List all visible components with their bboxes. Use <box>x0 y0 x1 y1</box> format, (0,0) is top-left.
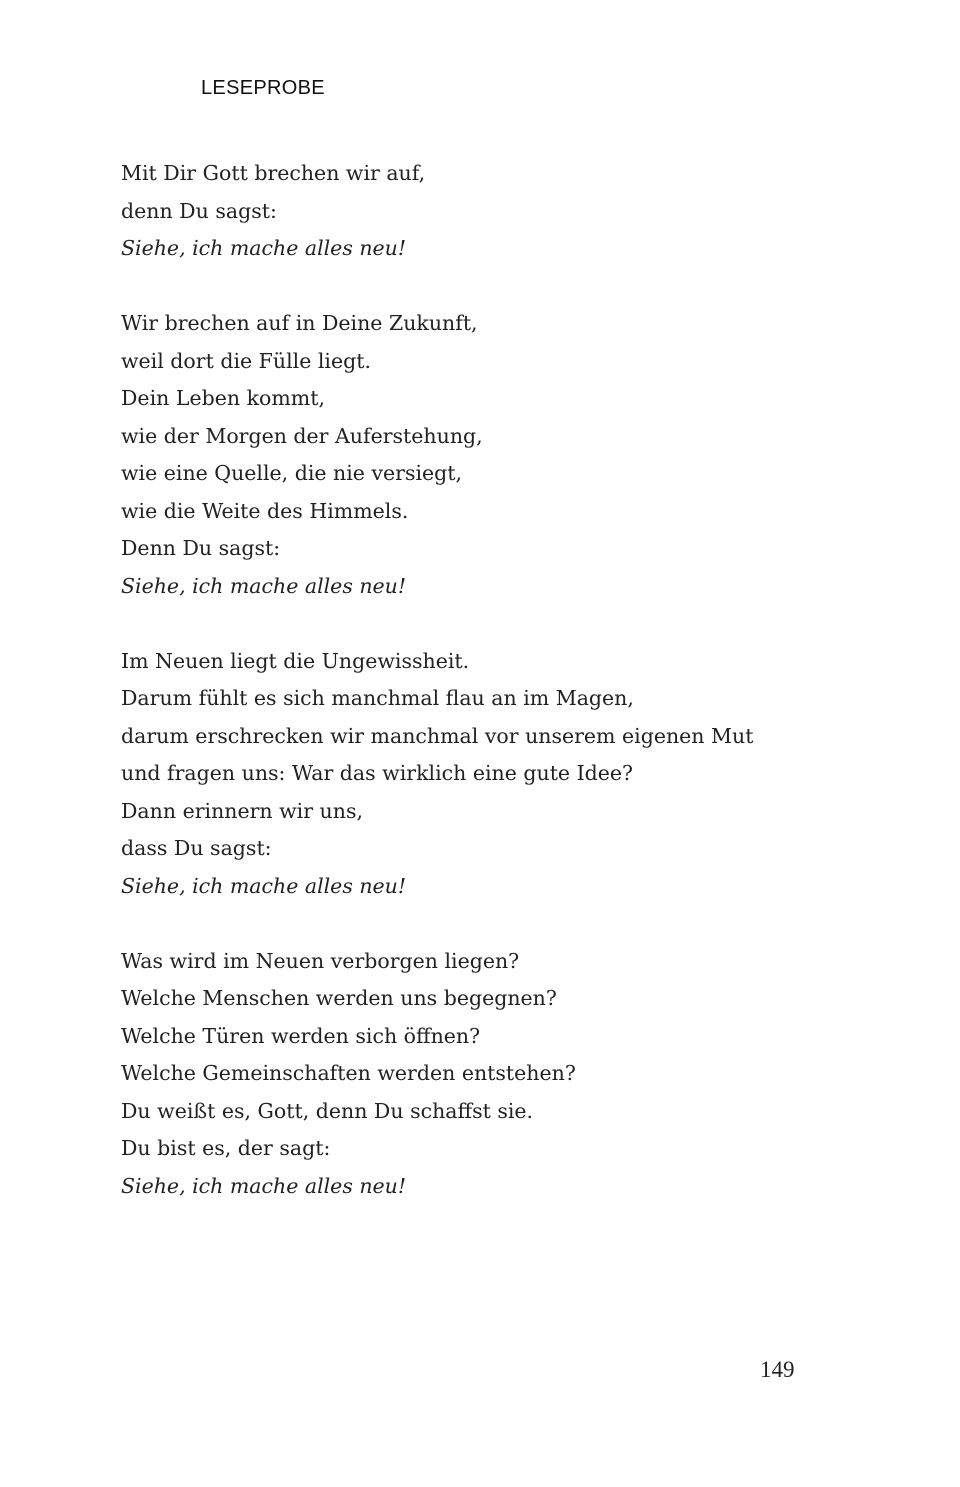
poem-line: Welche Türen werden sich öffnen? <box>121 1023 481 1048</box>
poem-line: Welche Gemeinschaften werden entstehen? <box>121 1061 576 1085</box>
poem <box>121 155 821 1243</box>
poem-line: Du weißt es, Gott, denn Du schaffst sie. <box>121 1098 534 1123</box>
poem-line: denn Du sagst: <box>121 198 277 223</box>
poem-line: dass Du sagst: <box>121 836 272 860</box>
poem-line: Welche Menschen werden uns begegnen? <box>121 986 557 1010</box>
poem-line: wie der Morgen der Auferstehung, <box>121 423 483 448</box>
poem-line: weil dort die Fülle liegt. <box>121 348 371 373</box>
stanza <box>121 305 821 605</box>
poem-line: Dann erinnern wir uns, <box>121 798 363 823</box>
poem-line: Mit Dir Gott brechen wir auf, <box>121 161 426 185</box>
refrain-line: Siehe, ich mache alles neu! <box>121 1173 407 1198</box>
poem-line: darum erschrecken wir manchmal vor unserem eigenen Mut <box>121 723 754 748</box>
poem-line: Denn Du sagst: <box>121 536 281 560</box>
poem-line: wie eine Quelle, die nie versiegt, <box>121 461 463 485</box>
poem-line: wie die Weite des Himmels. <box>121 498 409 523</box>
refrain-line: Siehe, ich mache alles neu! <box>121 873 407 898</box>
stanza <box>121 643 821 906</box>
poem-line: Im Neuen liegt die Ungewissheit. <box>121 648 470 673</box>
poem-line: Du bist es, der sagt: <box>121 1136 331 1160</box>
poem-line: Was wird im Neuen verborgen liegen? <box>121 948 520 973</box>
poem-line: Darum fühlt es sich manchmal flau an im Magen, <box>121 686 634 710</box>
refrain-line: Siehe, ich mache alles neu! <box>121 573 407 598</box>
page-header-label: LESEPROBE <box>201 77 325 99</box>
stanza <box>121 943 821 1206</box>
page-number: 149 <box>760 1357 795 1382</box>
poem-line: Wir brechen auf in Deine Zukunft, <box>121 311 478 335</box>
poem-line: und fragen uns: War das wirklich eine gute Idee? <box>121 761 634 785</box>
poem-line: Dein Leben kommt, <box>121 386 325 410</box>
refrain-line: Siehe, ich mache alles neu! <box>121 236 407 260</box>
stanza <box>121 155 821 268</box>
